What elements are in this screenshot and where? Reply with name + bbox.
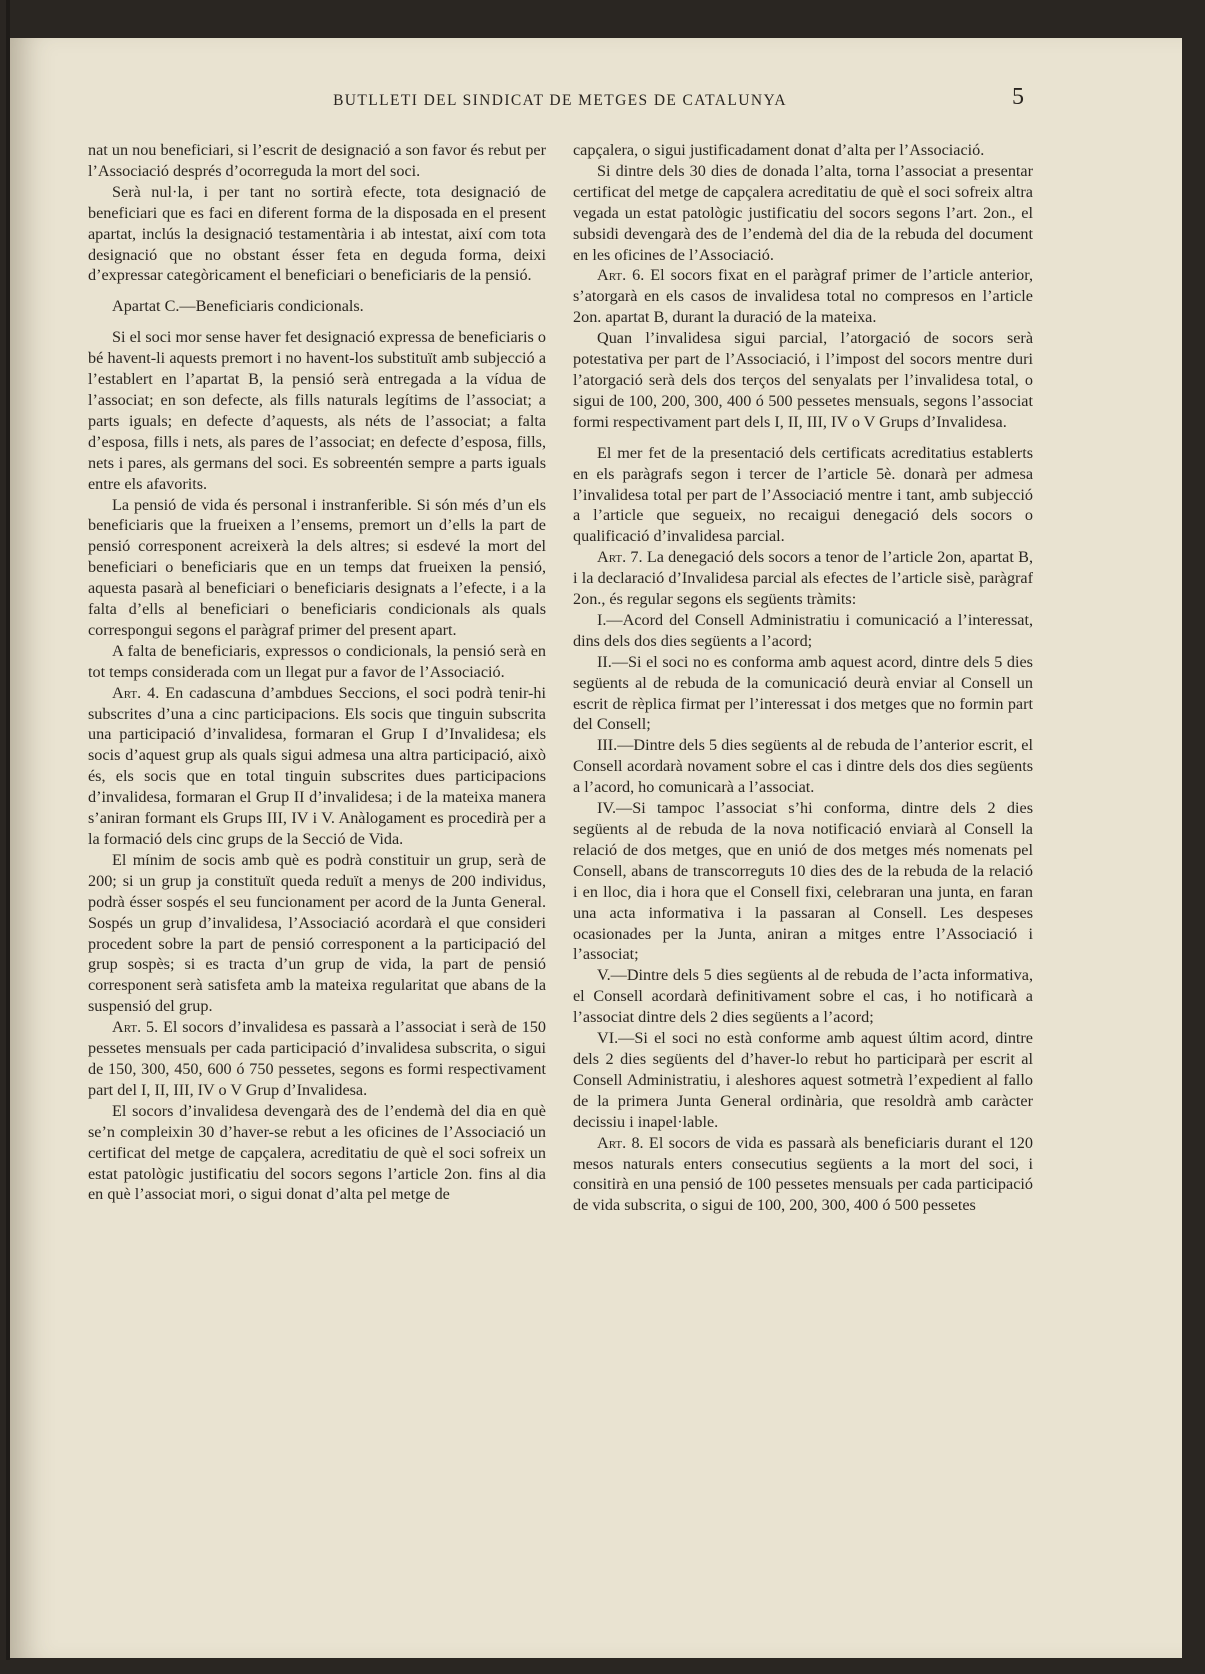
- paragraph-text: Quan l’invalidesa sigui parcial, l’atorgació de socors serà potestativa per part de l’Associació, i l’impost del socors mentre duri l’atorgació serà dels dos terços del senyalats per l’invalidesa total, o sigui de 100, 200, 300, 400 ó 500 pessetes mensuals, segons l’associat formi respectivament part dels I, II, III, IV o V Grups d’Invalidesa.: [573, 329, 1033, 431]
- paragraph: [573, 652, 1033, 736]
- paragraph-text: El socors d’invalidesa devengarà des de l’endemà del dia en què se’n compleixin 30 d’haver-se rebut a les oficines de l’Associació un certificat del metge de capçalera, acreditatiu de què el soci sofreix un estat patològic justificatiu del socors segons l’article 2on. fins al dia en què l’associat mori, o sigui donat d’alta pel metge de: [88, 1101, 546, 1204]
- paragraph: [88, 850, 546, 1017]
- paragraph-text: Si dintre dels 30 dies de donada l’alta, torna l’associat a presentar certificat del metge de capçalera acreditatiu de què el soci sofreix altra vegada un estat patològic justificatiu del socors segons l’art. 2on., el subsidi devengarà des de l’endemà del dia de la rebuda del document en les oficines de l’Associació.: [573, 161, 1033, 264]
- paragraph-text: I.—Acord del Consell Administratiu i comunicació a l’interessat, dins dels dos dies següents a l’acord;: [573, 610, 1033, 650]
- paragraph: [88, 1017, 546, 1101]
- paragraph-text: Serà nul·la, i per tant no sortirà efecte, tota designació de beneficiari que es faci en diferent forma de la disposada en el present apartat, inclús la designació testamentària i ab intestat, així com tota designació que no obstant ésser feta en deguda forma, deixi d’expressar categòricament el beneficiari o beneficiaris de la pensió.: [88, 182, 546, 285]
- paragraph-text: 6. El socors fixat en el paràgraf primer de l’article anterior, s’atorgarà en els casos de invalidesa total no compresos en l’article 2on. apartat B, durant la duració de la mateixa.: [573, 266, 1033, 327]
- article-label: Art.: [597, 1133, 627, 1152]
- paragraph: [88, 327, 546, 494]
- page-number: 5: [1012, 84, 1024, 110]
- paragraph-text: III.—Dintre dels 5 dies següents al de rebuda de l’anterior escrit, el Consell acordarà novament sobre el cas i dintre dels dos dies següents a l’acord, ho comunicarà a l’associat.: [573, 736, 1033, 797]
- paragraph: [88, 641, 546, 683]
- left-column: [88, 140, 546, 1205]
- paragraph-text: V.—Dintre dels 5 dies següents al de rebuda de l’acta informativa, el Consell acordarà definitivament sobre el cas, i ho notificarà a l’associat dintre dels 2 dies següents a l’acord;: [573, 966, 1033, 1027]
- paragraph: [573, 161, 1033, 266]
- article-label: Art.: [597, 266, 627, 285]
- paragraph: [573, 1028, 1033, 1133]
- paragraph: [573, 610, 1033, 652]
- paragraph: [573, 140, 1033, 161]
- paragraph-text: II.—Si el soci no es conforma amb aquest acord, dintre dels 5 dies següents al de rebuda de la comunicació deurà enviar al Consell un escrit de rèplica firmat per l’interessat i dos metges que no formin part del Consell;: [573, 652, 1033, 734]
- paragraph: [573, 265, 1033, 328]
- paragraph: [573, 443, 1033, 548]
- paragraph: [573, 547, 1033, 610]
- paragraph: [573, 328, 1033, 433]
- article-label: Art.: [112, 1018, 142, 1037]
- paragraph-text: El mer fet de la presentació dels certificats acreditatius establerts en els paràgrafs segon i tercer de l’article 5è. donarà per admesa l’invalidesa total per part de l’Associació mentre i tant, amb subjecció a l’article que segueix, no recaigui denegació dels socors o qualificació d’invalidesa parcial.: [573, 443, 1033, 546]
- paragraph-text: 5. El socors d’invalidesa es passarà a l’associat i serà de 150 pessetes mensuals per cada participació d’invalidesa subscrita, o sigui de 150, 300, 450, 600 ó 750 pessetes, segons es formi respectivament part del I, II, III, IV o V Grup d’Invalidesa.: [88, 1018, 546, 1099]
- running-header: BUTLLETI DEL SINDICAT DE METGES DE CATALUNYA: [333, 92, 787, 109]
- paragraph: [88, 296, 546, 317]
- paragraph: [88, 495, 546, 641]
- paragraph: [88, 1101, 546, 1206]
- paragraph: [573, 798, 1033, 965]
- paragraph-text: Si el soci mor sense haver fet designació expressa de beneficiaris o bé havent-li aquests premort i no havent-los substituït amb subjecció a l’establert en l’apartat B, la pensió serà entregada a la vídua de l’associat; en son defecte, als fills naturals legítims de l’associat; a parts iguals; en defecte d’aquests, als néts de l’associat; a falta d’esposa, fills i nets, als pares de l’associat; en defecte d’esposa, fills, nets i pares, als germans del soci. Es sobreentén sempre a parts iguals entre els afavorits.: [88, 328, 546, 493]
- paragraph-text: El mínim de socis amb què es podrà constituir un grup, serà de 200; si un grup ja constituït queda reduït a menys de 200 individus, podrà ésser sospés el seu funcionament per acord de la Junta General. Sospés un grup d’invalidesa, l’Associació acordarà el que consideri procedent sobre la part de pensió corresponent a la participació del grup sospès; si es tracta d’un grup de vida, la part de pensió corresponent serà satisfeta amb la mateixa regularitat que abans de la suspensió del grup.: [88, 850, 546, 1016]
- paragraph: [88, 683, 546, 850]
- paragraph-text: VI.—Si el soci no està conforme amb aquest últim acord, dintre dels 2 dies següents del d’haver-lo rebut ho participarà per escrit al Consell Administratiu, i aleshores aquest sotmetrà l’expedient al fallo de la primera Junta General ordinària, que resoldrà amb caràcter decissiu i inapel·lable.: [573, 1029, 1033, 1131]
- paragraph: [88, 140, 546, 182]
- paragraph-text: La pensió de vida és personal i instranferible. Si són més d’un els beneficiaris que la frueixen a l’ensems, premort un d’ells la part de pensió corresponent acreixerà la dels altres; si esdevé la mort del beneficiari o beneficiaris que en un temps dat frueixen la pensió, aquesta pasarà al beneficiari o beneficiaris designats a l’efecte, i a la falta d’ells al beneficiari o beneficiaris condicionals als quals correspongui segons el paràgraf primer del present apart.: [88, 495, 546, 639]
- right-column: [573, 140, 1033, 1216]
- paragraph-text: Apartat C.—Beneficiaris condicionals.: [112, 297, 364, 316]
- paragraph-text: IV.—Si tampoc l’associat s’hi conforma, dintre dels 2 dies següents al de rebuda de la nova notificació enviarà al Consell la relació de dos metges, que en unió de dos metges més nomenats pel Consell, abans de transcorreguts 10 dies des de la rebuda de la relació i en lloc, dia i hora que el Consell fixi, celebraran una junta, en faran una acta informativa i la passaran al Consell. Les despeses ocasionades per la Junta, aniran a mitges entre l’Associació i l’associat;: [573, 799, 1033, 964]
- paragraph-text: 4. En cadascuna d’ambdues Seccions, el soci podrà tenir-hi subscrites d’una a cinc participacions. Els socis que tinguin subscrita una participació d’invalidesa, formaran el Grup I d’Invalidesa; els socis d’aquest grup als quals sigui admesa una altra participació, això és, els socis que en total tinguin subscrites dues participacions d’invalidesa, formaran el Grup II d’invalidesa; i de la mateixa manera s’aniran formant els Grups III, IV i V. Anàlogament es procedirà per a la formació dels cinc grups de la Secció de Vida.: [88, 683, 546, 848]
- article-label: Art.: [597, 548, 627, 567]
- paragraph-text: A falta de beneficiaris, expressos o condicionals, la pensió serà en tot temps considerada com un llegat pur a favor de l’Associació.: [88, 641, 546, 681]
- paragraph-text: 8. El socors de vida es passarà als beneficiaris durant el 120 mesos naturals enters consecutius següents a la mort del soci, i consitirà en una pensió de 100 pessetes mensuals per cada participació de vida subscrita, o sigui de 100, 200, 300, 400 ó 500 pessetes: [573, 1133, 1033, 1215]
- paragraph-text: capçalera, o sigui justificadament donat d’alta per l’Associació.: [573, 141, 985, 159]
- paragraph-text: nat un nou beneficiari, si l’escrit de designació a son favor és rebut per l’Associació després d’ocorreguda la mort del soci.: [88, 141, 546, 180]
- paragraph-text: 7. La denegació dels socors a tenor de l’article 2on, apartat B, i la declaració d’Invalidesa parcial als efectes de l’article sisè, paràgraf 2on., és regular segons els següents tràmits:: [573, 548, 1033, 609]
- paragraph: [573, 735, 1033, 798]
- paragraph: [573, 1133, 1033, 1217]
- paragraph: [88, 182, 546, 287]
- paragraph: [573, 965, 1033, 1028]
- article-label: Art.: [112, 683, 142, 702]
